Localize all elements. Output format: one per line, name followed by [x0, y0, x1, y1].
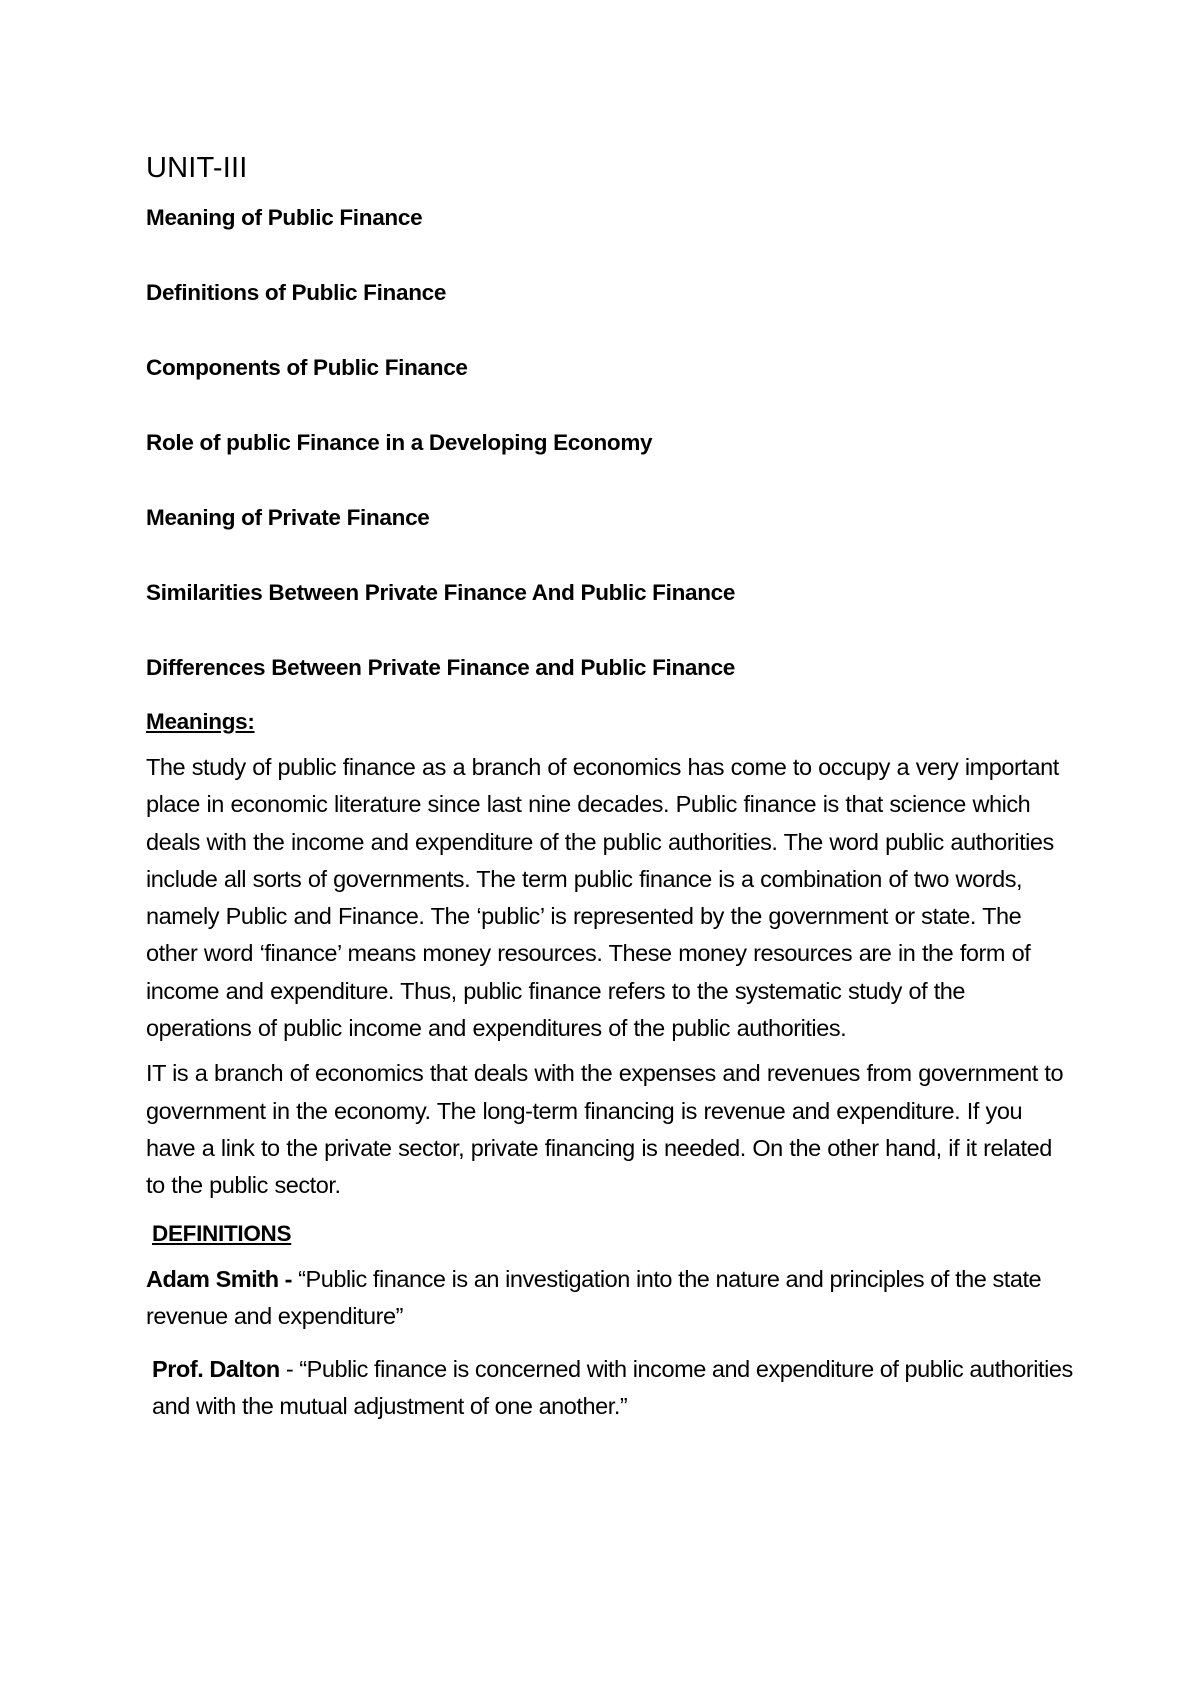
definition-author: Prof. Dalton	[152, 1356, 280, 1383]
toc-item-differences: Differences Between Private Finance and Public Finance	[146, 655, 735, 680]
definition-text: “Public finance is an investigation into the nature and principles of the state revenue and expenditure”	[146, 1265, 1042, 1329]
unit-title: UNIT-III	[146, 152, 248, 184]
toc-item-definitions-public-finance: Definitions of Public Finance	[146, 280, 447, 305]
meanings-paragraph-1: The study of public finance as a branch of economics has come to occupy a very important place in economic literature since last nine decades. Public finance is that science which deals with the income and expenditure of the public authorities. The word public authorities include all sorts of governments. The term public finance is a combination of two words, namely Public and Finance. The ‘public’ is represented by the government or state. The other word ‘finance’ means money resources. These money resources are in the form of income and expenditure. Thus, public finance refers to the systematic study of the operations of public income and expenditures of the public authorities.	[146, 754, 1059, 1042]
toc-item-similarities: Similarities Between Private Finance And Public Finance	[146, 580, 736, 605]
definition-author: Adam Smith -	[146, 1265, 293, 1292]
toc-item-meaning-private-finance: Meaning of Private Finance	[146, 505, 430, 530]
toc-item-components-public-finance: Components of Public Finance	[146, 355, 468, 380]
toc-item-meaning-public-finance: Meaning of Public Finance	[146, 205, 423, 230]
meanings-heading: Meanings:	[146, 709, 255, 734]
definition-adam-smith	[146, 1261, 1076, 1336]
definition-text: - “Public finance is concerned with income and expenditure of public authorities and with the mutual adjustment of one another.”	[152, 1356, 1073, 1420]
toc-item-role-public-finance: Role of public Finance in a Developing Economy	[146, 430, 653, 455]
definitions-heading: DEFINITIONS	[152, 1220, 292, 1246]
definition-prof-dalton	[146, 1351, 1076, 1426]
document-page	[146, 150, 1076, 1442]
meanings-paragraph-2: IT is a branch of economics that deals with the expenses and revenues from government to government in the economy. The long-term financing is revenue and expenditure. If you have a link to the private sector, private financing is needed. On the other hand, if it related to the public sector.	[146, 1060, 1064, 1199]
